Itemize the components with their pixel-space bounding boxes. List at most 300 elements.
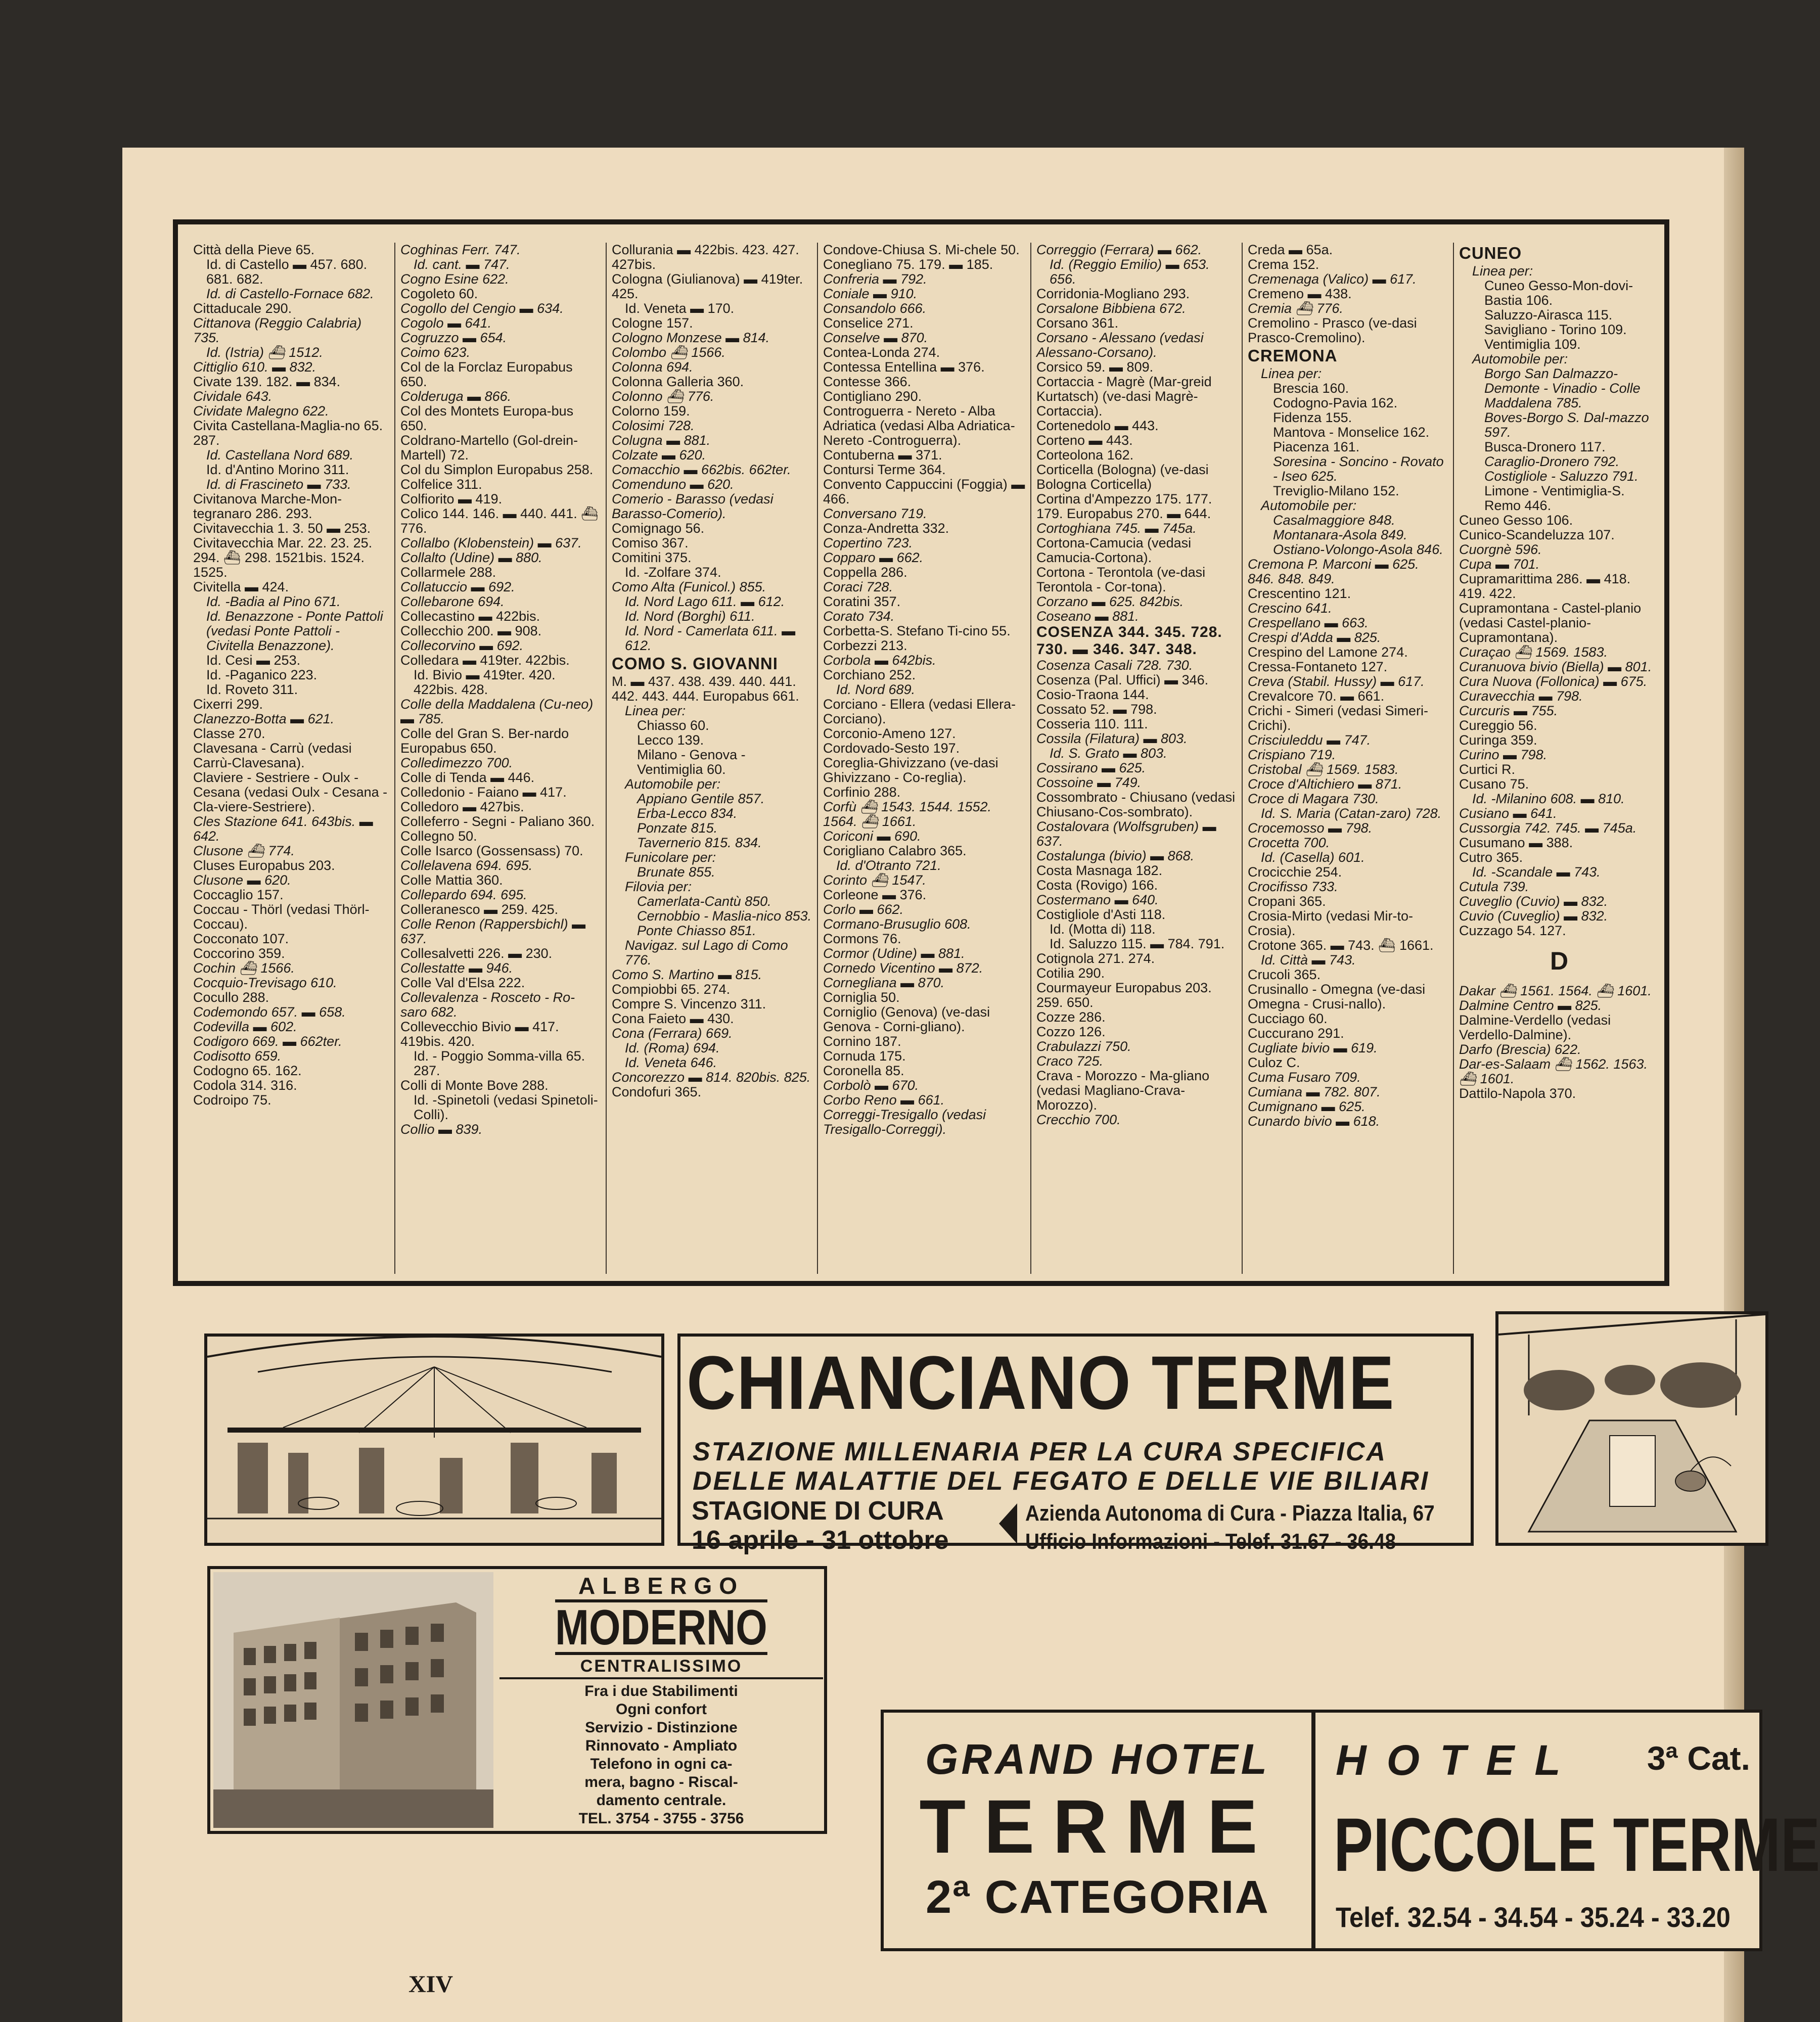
index-entry: Collecchio 200. ▬ 908.: [400, 623, 542, 638]
index-entry: Coccau - Thörl (vedasi Thörl-Coccau).: [193, 902, 370, 932]
index-entry: Colle Mattia 360.: [400, 872, 503, 888]
index-entry: Correggi-Tresigallo (vedasi Tresigallo-Correggi).: [823, 1107, 986, 1137]
hotel-tagline: CENTRALISSIMO: [499, 1655, 823, 1679]
index-entry: Colosimi 728.: [612, 418, 695, 433]
grand-hotel-terme-ad: [884, 1713, 1315, 1948]
index-entry: Colle Val d'Elsa 222.: [400, 975, 525, 990]
index-entry: Colledoro ▬ 427bis.: [400, 799, 524, 814]
index-entry: Cupramarittima 286. ▬ 418. 419. 422.: [1459, 571, 1631, 601]
desc-line: Ogni confort: [616, 1701, 707, 1718]
index-entry: Id. Veneta ▬ 170.: [625, 301, 735, 316]
index-entry: Crescentino 121.: [1248, 586, 1351, 601]
index-entry: Cuccurano 291.: [1248, 1026, 1344, 1041]
hotel-description: [499, 1682, 823, 1828]
index-entry: Crevalcore 70. ▬ 661.: [1248, 688, 1385, 704]
index-entry: Classe 270.: [193, 726, 265, 741]
index-entry: Coimo 623.: [400, 345, 471, 360]
index-entry: Cogno Esine 622.: [400, 271, 509, 287]
index-entry: Cona (Ferrara) 669.: [612, 1026, 733, 1041]
index-entry: Collio ▬ 839.: [400, 1122, 483, 1137]
index-entry: Clusone ⛴ 774.: [193, 843, 295, 858]
index-entry: Cossila (Filatura) ▬ 803.: [1036, 731, 1188, 746]
index-column-7: [1453, 243, 1664, 1274]
index-entry: Corsico 59. ▬ 809.: [1036, 359, 1154, 375]
index-entry: Cossoine ▬ 749.: [1036, 775, 1142, 790]
index-entry: Confreria ▬ 792.: [823, 271, 927, 287]
desc-line: damento centrale.: [596, 1792, 726, 1809]
index-entry: Coccorino 359.: [193, 946, 285, 961]
index-entry: Cristobal ⛴ 1569. 1583.: [1248, 762, 1399, 777]
index-entry: Id. d'Antino Morino 311.: [206, 462, 349, 477]
spa-interior-illustration: [204, 1334, 664, 1546]
index-entry: Costalovara (Wolfsgruben) ▬ 637.: [1036, 819, 1216, 849]
index-entry: Colico 144. 146. ▬ 440. 441. ⛴ 776.: [400, 506, 599, 536]
index-entry: Col des Montets Europa-bus 650.: [400, 403, 574, 433]
index-entry: Id. (Reggio Emilio) ▬ 653. 656.: [1050, 257, 1210, 287]
index-entry: Cropani 365.: [1248, 894, 1326, 909]
index-entry: Crema 152.: [1248, 257, 1320, 272]
index-entry: Dalmine Centro ▬ 825.: [1459, 998, 1602, 1013]
index-entry: Cumiana ▬ 782. 807.: [1248, 1084, 1381, 1099]
index-entry: Contessa Entellina ▬ 376.: [823, 359, 985, 375]
index-entry: Corlo ▬ 662.: [823, 902, 904, 917]
index-column-2: [394, 243, 606, 1274]
index-entry: Colle della Maddalena (Cu-neo) ▬ 785.: [400, 697, 594, 726]
index-entry: Craco 725.: [1036, 1053, 1104, 1069]
index-entry: Id. - Poggio Somma-villa 65. 287.: [414, 1048, 585, 1078]
index-entry: Col du Simplon Europabus 258.: [400, 462, 594, 477]
index-entry: COMO S. GIOVANNI: [612, 654, 778, 673]
index-column-6: [1242, 243, 1453, 1274]
index-entry: Funicolare per:: [625, 850, 716, 865]
index-entry: Controguerra - Nereto - Alba Adriatica (vedasi Alba Adriatica-Nereto -Controguerra).: [823, 403, 1015, 448]
index-entry: Copparo ▬ 662.: [823, 550, 924, 565]
index-entry: Cittanova (Reggio Calabria) 735.: [193, 315, 362, 345]
index-entry: Corchiano 252.: [823, 667, 916, 682]
index-entry: Colle di Tenda ▬ 446.: [400, 770, 535, 785]
index-entry: Id. Nord - Camerlata 611. ▬ 612.: [625, 623, 796, 653]
index-entry: Cusano 75.: [1459, 776, 1529, 792]
chianciano-contact: [1025, 1499, 1435, 1556]
index-entry: Navigaz. sul Lago di Como 776.: [625, 938, 788, 968]
index-entry: Contuberna ▬ 371.: [823, 447, 942, 463]
index-entry: Contigliano 290.: [823, 389, 922, 404]
index-entry: Como S. Martino ▬ 815.: [612, 967, 762, 982]
index-entry: Cusiano ▬ 641.: [1459, 806, 1557, 821]
index-entry: Courmayeur Europabus 203. 259. 650.: [1036, 980, 1212, 1010]
index-entry: Collevalenza - Rosceto - Ro-saro 682.: [400, 990, 575, 1020]
index-entry: Collecorvino ▬ 692.: [400, 638, 524, 653]
index-entry: Camerlata-Cantù 850.: [637, 894, 771, 909]
index-entry: Tavernerio 815. 834.: [637, 835, 762, 850]
index-entry: Cupramontana - Castel-planio (vedasi Castel-planio-Cupramontana).: [1459, 601, 1642, 645]
index-entry: Conselice 271.: [823, 315, 914, 331]
index-entry: Cotilia 290.: [1036, 966, 1105, 981]
spa-garden-drawing: [1498, 1314, 1765, 1543]
index-entry: Cuneo Gesso-Mon-dovi-Bastia 106.: [1484, 278, 1633, 308]
index-entry: Cuvio (Cuveglio) ▬ 832.: [1459, 908, 1608, 924]
index-entry: Cogolo ▬ 641.: [400, 315, 492, 331]
index-entry: Collestatte ▬ 946.: [400, 960, 513, 976]
desc-line: Servizio - Distinzione: [585, 1719, 738, 1736]
index-entry: Contea-Londa 274.: [823, 345, 940, 360]
office-phone: Ufficio Informazioni - Telef. 31.67 - 36.48: [1025, 1529, 1396, 1554]
index-column-4: [817, 243, 1030, 1274]
index-entry: Cornegliana ▬ 870.: [823, 975, 945, 990]
index-entry: Cortenedolo ▬ 443.: [1036, 418, 1159, 433]
index-entry: Coniale ▬ 910.: [823, 286, 918, 301]
index-entry: Crocetta 700.: [1248, 835, 1330, 850]
index-entry: Colzate ▬ 620.: [612, 447, 706, 463]
desc-line: Fra i due Stabilimenti: [584, 1683, 738, 1699]
index-entry: Cremia ⛴ 776.: [1248, 301, 1343, 316]
index-entry: Cocquio-Trevisago 610.: [193, 975, 337, 990]
index-entry: Corciano - Ellera (vedasi Ellera-Corciano).: [823, 697, 1016, 726]
index-entry: D: [1550, 947, 1569, 975]
page-number: XIV: [408, 1971, 453, 1998]
index-entry: Id. Cesi ▬ 253.: [206, 653, 301, 668]
index-entry: Cotignola 271. 274.: [1036, 951, 1155, 966]
index-entry: Collesalvetti 226. ▬ 230.: [400, 946, 553, 961]
index-entry: Colonna Galleria 360.: [612, 374, 744, 389]
index-entry: Cormor (Udine) ▬ 881.: [823, 946, 965, 961]
grand-hotel-name: TERME: [919, 1784, 1276, 1869]
index-entry: Città della Pieve 65.: [193, 242, 315, 257]
index-entry: Curcuris ▬ 755.: [1459, 703, 1558, 718]
index-entry: Piacenza 161.: [1273, 439, 1360, 454]
index-entry: Contesse 366.: [823, 374, 912, 389]
index-entry: Ponzate 815.: [637, 820, 718, 836]
index-entry: Colugna ▬ 881.: [612, 433, 711, 448]
chianciano-season: [692, 1496, 949, 1555]
index-entry: Coppella 286.: [823, 565, 907, 580]
index-entry: Collelavena 694. 695.: [400, 858, 533, 873]
index-entry: Curino ▬ 798.: [1459, 747, 1548, 762]
index-entry: Crecchio 700.: [1036, 1112, 1121, 1127]
albergo-moderno-ad: [207, 1566, 827, 1834]
index-entry: Comitini 375.: [612, 550, 692, 565]
index-entry: Condofuri 365.: [612, 1084, 702, 1099]
hotels-ad: [881, 1710, 1820, 1951]
index-entry: Collevecchio Bivio ▬ 417. 419bis. 420.: [400, 1019, 559, 1049]
magazine-page: [122, 148, 1820, 2022]
index-entry: Id. -Zolfare 374.: [625, 565, 721, 580]
chianciano-subtitle-2: DELLE MALATTIE DEL FEGATO E DELLE VIE BILIARI: [693, 1466, 1430, 1496]
index-entry: Fidenza 155.: [1273, 410, 1352, 425]
index-entry: Linea per:: [625, 703, 686, 718]
arrow-left-icon: [999, 1503, 1017, 1544]
index-entry: Compre S. Vincenzo 311.: [612, 996, 766, 1012]
index-entry: Cusumano ▬ 388.: [1459, 835, 1573, 850]
index-entry: Conza-Andretta 332.: [823, 521, 949, 536]
spa-interior-drawing: [207, 1337, 661, 1543]
index-entry: Corsano - Alessano (vedasi Alessano-Corsano).: [1036, 330, 1204, 360]
index-entry: Crava - Morozzo - Ma-gliano (vedasi Magliano-Crava-Morozzo).: [1036, 1068, 1210, 1113]
index-entry: Copertino 723.: [823, 535, 913, 550]
index-entry: Curavecchia ▬ 798.: [1459, 688, 1583, 704]
index-entry: Colleferro - Segni - Paliano 360.: [400, 814, 595, 829]
index-entry: Cittaducale 290.: [193, 301, 292, 316]
index-entry: Darfo (Brescia) 622.: [1459, 1042, 1581, 1057]
index-entry: Cormano-Brusuglio 608.: [823, 916, 971, 932]
piccole-terme-name: PICCOLE TERME: [1334, 1802, 1820, 1887]
index-entry: Id. Roveto 311.: [206, 682, 298, 697]
index-entry: Consandolo 666.: [823, 301, 927, 316]
index-entry: Cixerri 299.: [193, 697, 263, 712]
index-entry: Crocifisso 733.: [1248, 879, 1338, 894]
index-entry: Corniglia 50.: [823, 990, 900, 1005]
hotel-category: 3ª Cat.: [1647, 1739, 1750, 1777]
index-entry: Corleone ▬ 376.: [823, 887, 927, 902]
spa-garden-illustration: [1495, 1311, 1768, 1546]
index-entry: Colledonio - Faiano ▬ 417.: [400, 785, 567, 800]
index-entry: Corato 734.: [823, 609, 895, 624]
index-entry: Appiano Gentile 857.: [637, 791, 765, 806]
index-entry: Borgo San Dalmazzo-Demonte - Vinadio - Colle Maddalena 785.: [1484, 366, 1641, 410]
index-entry: Ostiano-Volongo-Asola 846.: [1273, 542, 1443, 557]
desc-line: TEL. 3754 - 3755 - 3756: [578, 1810, 744, 1827]
index-entry: Condove-Chiusa S. Mi-chele 50.: [823, 242, 1020, 257]
index-entry: Chiasso 60.: [637, 718, 709, 733]
index-entry: Cologna (Giulianova) ▬ 419ter. 425.: [612, 271, 803, 301]
index-entry: Corbola ▬ 642bis.: [823, 653, 936, 668]
index-entry: Civitella ▬ 424.: [193, 579, 289, 594]
index-entry: Crabulazzi 750.: [1036, 1039, 1131, 1054]
index-entry: Coghinas Ferr. 747.: [400, 242, 521, 257]
albergo-label: ALBERGO: [578, 1573, 744, 1599]
index-entry: Civate 139. 182. ▬ 834.: [193, 374, 341, 389]
index-entry: Cremona P. Marconi ▬ 625. 846. 848. 849.: [1248, 557, 1419, 586]
index-entry: Id. (Roma) 694.: [625, 1040, 720, 1055]
index-entry: Cremenaga (Valico) ▬ 617.: [1248, 271, 1417, 287]
index-entry: Coseano ▬ 881.: [1036, 609, 1139, 624]
index-entry: Corbo Reno ▬ 661.: [823, 1092, 945, 1108]
index-entry: Cosio-Traona 144.: [1036, 687, 1149, 702]
index-entry: Comiso 367.: [612, 535, 689, 550]
index-entry: Automobile per:: [625, 776, 721, 792]
index-entry: Cornino 187.: [823, 1034, 901, 1049]
index-entry: COSENZA 344. 345. 728. 730. ▬ 346. 347. 348.: [1036, 624, 1222, 658]
index-entry: Cuma Fusaro 709.: [1248, 1070, 1361, 1085]
index-entry: Id. Nord Lago 611. ▬ 612.: [625, 594, 785, 609]
index-entry: Crosia-Mirto (vedasi Mir-to-Crosia).: [1248, 908, 1414, 938]
index-entry: Corteno ▬ 443.: [1036, 433, 1133, 448]
index-entry: Curinga 359.: [1459, 732, 1537, 748]
index-entry: Cortoghiana 745. ▬ 745a.: [1036, 521, 1197, 536]
index-entry: Id. -Paganico 223.: [206, 667, 317, 682]
index-entry: Corconio-Ameno 127.: [823, 726, 956, 741]
index-entry: Codroipo 75.: [193, 1092, 271, 1108]
index-entry: Cornedo Vicentino ▬ 872.: [823, 960, 983, 976]
index-entry: Cividale 643.: [193, 389, 272, 404]
index-entry: Col de la Forclaz Europabus 650.: [400, 359, 573, 389]
index-entry: Id. (Motta di) 118.: [1050, 922, 1156, 937]
index-entry: Civitavecchia Mar. 22. 23. 25. 294. ⛴ 298. 1521bis. 1524. 1525.: [193, 535, 373, 580]
index-entry: Coldrano-Martello (Gol-drein-Martell) 72.: [400, 433, 578, 463]
index-entry: Codisotto 659.: [193, 1048, 282, 1064]
index-entry: Cuzzago 54. 127.: [1459, 923, 1566, 938]
index-entry: Id. di Castello-Fornace 682.: [206, 286, 374, 301]
index-entry: Cortaccia - Magrè (Mar-greid Kurtatsch) (ve-dasi Magrè-Cortaccia).: [1036, 374, 1212, 419]
index-entry: Cumignano ▬ 625.: [1248, 1099, 1366, 1114]
index-entry: Milano - Genova - Ventimiglia 60.: [637, 747, 746, 777]
index-entry: Civitavecchia 1. 3. 50 ▬ 253.: [193, 521, 371, 536]
index-entry: Clanezzo-Botta ▬ 621.: [193, 711, 335, 726]
index-entry: Cunico-Scandeluzza 107.: [1459, 527, 1615, 542]
index-entry: Colledimezzo 700.: [400, 755, 513, 770]
index-entry: Lecco 139.: [637, 732, 704, 748]
index-entry: Cuneo Gesso 106.: [1459, 513, 1573, 528]
index-entry: Colfelice 311.: [400, 477, 482, 492]
index-entry: Cosseria 110. 111.: [1036, 716, 1148, 731]
index-entry: Dakar ⛴ 1561. 1564. ⛴ 1601.: [1459, 983, 1652, 998]
index-entry: Corinto ⛴ 1547.: [823, 872, 926, 888]
index-entry: Creda ▬ 65a.: [1248, 242, 1333, 257]
index-entry: Id. di Frascineto ▬ 733.: [206, 477, 351, 492]
index-entry: Costigliole d'Asti 118.: [1036, 907, 1166, 922]
index-entry: Id. d'Otranto 721.: [836, 858, 941, 873]
index-entry: Corniglio (Genova) (ve-dasi Genova - Corni-gliano).: [823, 1004, 990, 1034]
index-entry: Id. Veneta 646.: [625, 1055, 717, 1070]
index-entry: Cordovado-Sesto 197.: [823, 741, 960, 756]
index-entry: Id. S. Maria (Catan-zaro) 728.: [1261, 806, 1442, 821]
index-entry: Id. Benazzone - Ponte Pattoli (vedasi Ponte Pattoli - Civitella Benazzone).: [206, 609, 383, 653]
hotel-building-drawing: [213, 1572, 493, 1828]
index-column-1: [188, 243, 394, 1274]
index-entry: Colledara ▬ 419ter. 422bis.: [400, 653, 570, 668]
desc-line: mera, bagno - Riscal-: [584, 1774, 738, 1790]
index-entry: Cossirano ▬ 625.: [1036, 760, 1146, 775]
index-entry: Crocemosso ▬ 798.: [1248, 820, 1373, 836]
index-entry: Corsano 361.: [1036, 315, 1119, 331]
index-entry: Comignago 56.: [612, 521, 705, 536]
index-entry: Id. Castellana Nord 689.: [206, 447, 354, 463]
index-entry: Cunardo bivio ▬ 618.: [1248, 1114, 1380, 1129]
index-entry: Colombo ⛴ 1566.: [612, 345, 725, 360]
index-entry: Cochin ⛴ 1566.: [193, 960, 295, 976]
index-entry: Cuorgnè 596.: [1459, 542, 1542, 557]
index-entry: Cles Stazione 641. 643bis. ▬ 642.: [193, 814, 373, 844]
index-entry: Cluses Europabus 203.: [193, 858, 335, 873]
index-entry: Colli di Monte Bove 288.: [400, 1078, 549, 1093]
index-entry: Cosenza (Pal. Uffici) ▬ 346.: [1036, 672, 1209, 687]
index-entry: Cona Faieto ▬ 430.: [612, 1011, 734, 1026]
index-entry: Cutula 739.: [1459, 879, 1529, 894]
index-entry: Cozze 286.: [1036, 1009, 1106, 1025]
index-entry: Codigoro 669. ▬ 662ter.: [193, 1034, 342, 1049]
index-entry: Crocicchie 254.: [1248, 864, 1342, 880]
index-entry: Cura Nuova (Follonica) ▬ 675.: [1459, 674, 1648, 689]
index-entry: Crucoli 365.: [1248, 967, 1321, 982]
index-entry: Collecastino ▬ 422bis.: [400, 609, 540, 624]
index-entry: Cugliate bivio ▬ 619.: [1248, 1040, 1378, 1055]
season-dates: 16 aprile - 31 ottobre: [692, 1526, 949, 1555]
index-entry: Id. di Castello ▬ 457. 680. 681. 682.: [206, 257, 368, 287]
index-entry: Codola 314. 316.: [193, 1078, 297, 1093]
index-entry: Collarmele 288.: [400, 565, 496, 580]
index-entry: Cormons 76.: [823, 931, 901, 946]
index-entry: Brescia 160.: [1273, 381, 1349, 396]
index-entry: Colle Isarco (Gossensass) 70.: [400, 843, 583, 858]
index-entry: Mantova - Monselice 162.: [1273, 425, 1430, 440]
index-entry: Id. -Scandale ▬ 743.: [1472, 864, 1601, 880]
index-entry: Montanara-Asola 849.: [1273, 527, 1407, 542]
index-entry: Id. Bivio ▬ 419ter. 420. 422bis. 428.: [414, 667, 556, 697]
index-entry: Comenduno ▬ 620.: [612, 477, 734, 492]
grand-hotel-title: GRAND HOTEL: [925, 1735, 1270, 1783]
hotel-label: HOTEL: [1336, 1736, 1581, 1784]
index-entry: Limone - Ventimiglia-S. Remo 446.: [1484, 483, 1625, 513]
index-entry: Crichi - Simeri (vedasi Simeri-Crichi).: [1248, 703, 1429, 733]
index-entry: Contursi Terme 364.: [823, 462, 946, 477]
index-entry: Convento Cappuccini (Foggia) ▬ 466.: [823, 477, 1025, 507]
index-entry: Cozzo 126.: [1036, 1024, 1106, 1039]
index-entry: Cremolino - Prasco (ve-dasi Prasco-Cremolino).: [1248, 315, 1417, 345]
index-entry: Cocullo 288.: [193, 990, 269, 1005]
index-entry: Brunate 855.: [637, 864, 715, 880]
index-entry: M. ▬ 437. 438. 439. 440. 441. 442. 443. 444. Europabus 661.: [612, 674, 799, 704]
index-entry: Crusinallo - Omegna (ve-dasi Omegna - Crusi-nallo).: [1248, 982, 1426, 1012]
index-entry: Crescino 641.: [1248, 601, 1332, 616]
index-entry: Linea per:: [1261, 366, 1322, 381]
index-entry: Comerio - Barasso (vedasi Barasso-Comerio).: [612, 491, 774, 521]
index-entry: Linea per:: [1472, 263, 1533, 279]
index-entry: Croce di Magara 730.: [1248, 791, 1379, 806]
chianciano-terme-ad: [677, 1334, 1474, 1555]
index-entry: Collepardo 694. 695.: [400, 887, 527, 902]
index-entry: Dattilo-Napola 370.: [1459, 1086, 1576, 1101]
index-entry: Cortona - Terontola (ve-dasi Terontola - Cor-tona).: [1036, 565, 1206, 594]
index-entry: Cressa-Fontaneto 127.: [1248, 659, 1388, 674]
hotel-building-photo: [213, 1572, 493, 1828]
index-entry: CUNEO: [1459, 244, 1522, 262]
index-entry: Cernobbio - Maslia-nico 853.: [637, 908, 812, 924]
index-entry: Id. -Badia al Pino 671.: [206, 594, 341, 609]
station-index-box: [173, 219, 1669, 1286]
index-entry: Dar-es-Salaam ⛴ 1562. 1563. ⛴ 1601.: [1459, 1056, 1648, 1086]
index-entry: Id. Nord (Borghi) 611.: [625, 609, 755, 624]
index-entry: Crespi d'Adda ▬ 825.: [1248, 630, 1381, 645]
index-entry: Curaçao ⛴ 1569. 1583.: [1459, 645, 1608, 660]
index-entry: Coccaglio 157.: [193, 887, 284, 902]
index-entry: Cucciago 60.: [1248, 1011, 1328, 1026]
index-entry: Crespino del Lamone 274.: [1248, 645, 1408, 660]
index-entry: Cornuda 175.: [823, 1048, 906, 1064]
index-entry: Ventimiglia 109.: [1484, 337, 1581, 352]
index-entry: Corbetta-S. Stefano Ti-cino 55.: [823, 623, 1011, 638]
index-entry: Colle Renon (Rappersbichl) ▬ 637.: [400, 916, 586, 946]
index-entry: Casalmaggiore 848.: [1273, 513, 1395, 528]
index-entry: Corigliano Calabro 365.: [823, 843, 967, 858]
index-entry: Id. cant. ▬ 747.: [414, 257, 510, 272]
index-entry: Id. -Milanino 608. ▬ 810.: [1472, 791, 1625, 806]
index-entry: Colonno ⛴ 776.: [612, 389, 714, 404]
index-column-5: [1030, 243, 1242, 1274]
index-entry: Cureggio 56.: [1459, 718, 1537, 733]
index-entry: Corzano ▬ 625. 842bis.: [1036, 594, 1184, 609]
index-entry: Coriconi ▬ 690.: [823, 829, 921, 844]
index-entry: Id. -Spinetoli (vedasi Spinetoli-Colli).: [414, 1092, 598, 1122]
index-entry: Id. Saluzzo 115. ▬ 784. 791.: [1050, 936, 1225, 951]
index-entry: Cologne 157.: [612, 315, 693, 331]
desc-line: Telefono in ogni ca-: [590, 1756, 733, 1772]
index-entry: Coratini 357.: [823, 594, 901, 609]
index-entry: Colleranesco ▬ 259. 425.: [400, 902, 559, 917]
index-entry: Cividate Malegno 622.: [193, 403, 329, 419]
hotel-name: MODERNO: [555, 1599, 767, 1655]
index-entry: Cogoleto 60.: [400, 286, 478, 301]
index-entry: Corsalone Bibbiena 672.: [1036, 301, 1186, 316]
